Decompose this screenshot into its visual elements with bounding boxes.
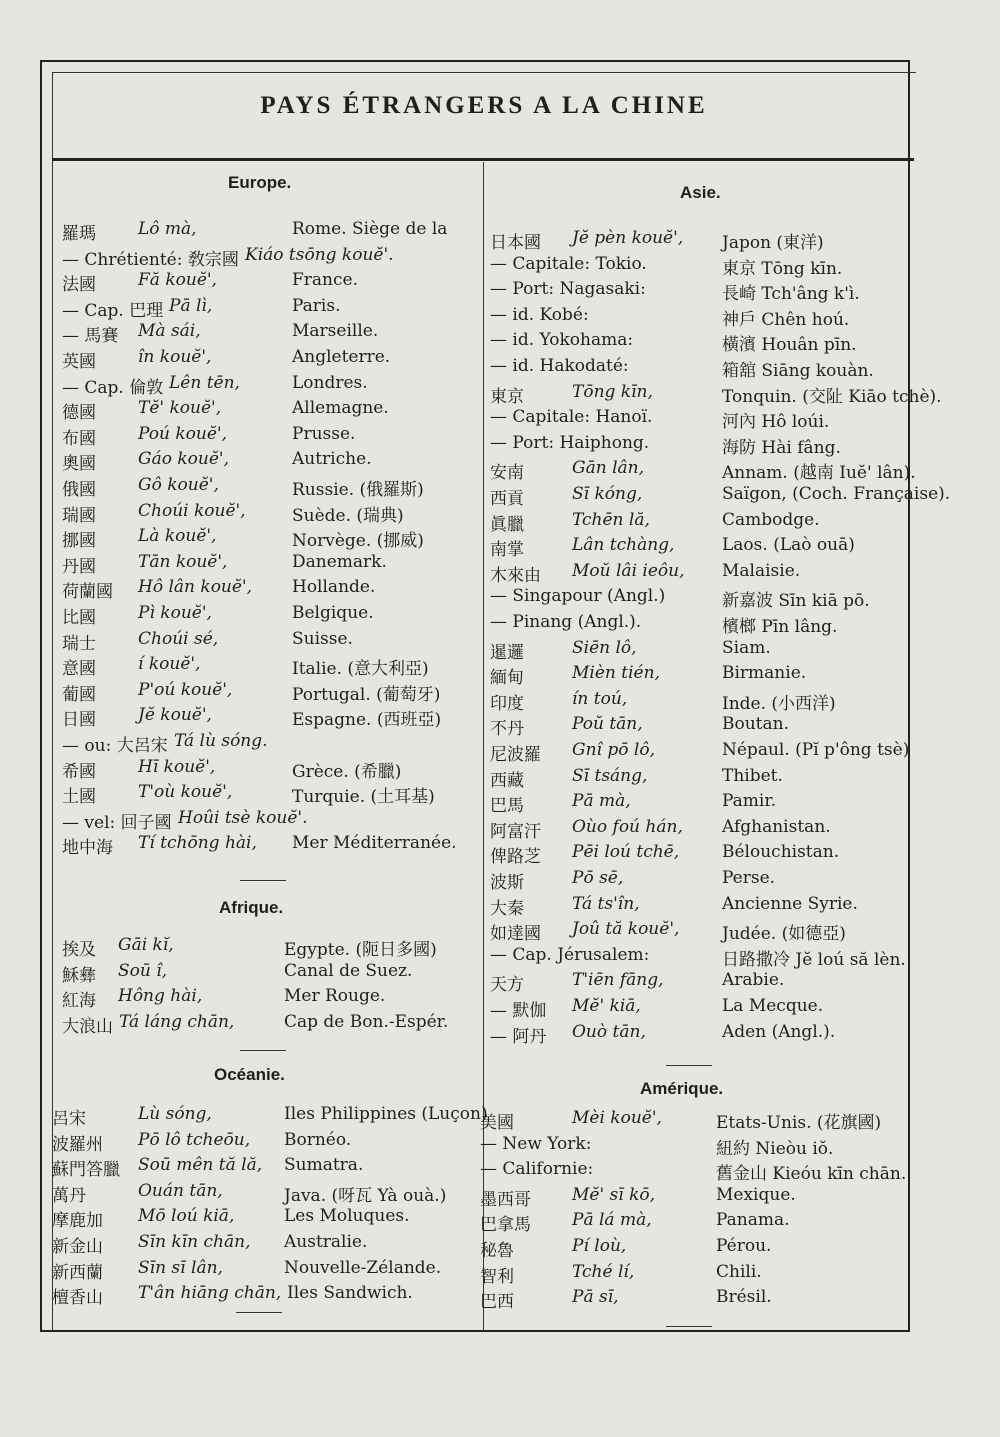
romanization: Mèi kouĕ',: [572, 1108, 662, 1128]
chinese-name: 新西蘭: [52, 1263, 103, 1283]
chinese-name: — 阿丹: [490, 1027, 547, 1047]
chinese-name: 印度: [490, 694, 524, 714]
romanization: Poŭ tān,: [572, 714, 643, 734]
french-name: Java. (呀瓦 Yà ouà.): [284, 1186, 447, 1206]
chinese-name: 不丹: [490, 719, 524, 739]
romanization: Jĕ pèn kouĕ',: [572, 228, 684, 248]
french-name: Annam. (越南 Iuĕ' lân).: [722, 463, 916, 483]
chinese-name: 萬丹: [52, 1186, 86, 1206]
french-name: Cambodge.: [722, 510, 820, 530]
french-name: Londres.: [292, 373, 368, 393]
chinese-name: 安南: [490, 463, 524, 483]
romanization: Lên tēn,: [169, 373, 240, 393]
french-name: 長崎 Tch'âng k'ì.: [722, 284, 860, 304]
french-name: Aden (Angl.).: [722, 1022, 836, 1042]
chinese-name: 比國: [62, 608, 96, 628]
romanization: Tĕ' kouĕ',: [138, 398, 222, 418]
chinese-name: 天方: [490, 975, 524, 995]
title-rule: [52, 158, 914, 161]
romanization: Lô mà,: [138, 219, 197, 239]
chinese-name: 西藏: [490, 771, 524, 791]
chinese-name: 法國: [62, 275, 96, 295]
romanization: Sīn kīn chān,: [138, 1232, 251, 1252]
french-name: Cap de Bon.-Espér.: [284, 1012, 449, 1032]
romanization: Tá láng chān,: [119, 1012, 235, 1032]
french-name: Espagne. (西班亞): [292, 710, 442, 730]
french-name: Mer Rouge.: [284, 986, 386, 1006]
heading-afrique: Afrique.: [219, 898, 284, 917]
chinese-name: — ou: 大呂宋: [62, 736, 168, 756]
french-name: Ancienne Syrie.: [722, 894, 858, 914]
romanization: Mièn tién,: [572, 663, 660, 683]
chinese-name: 大浪山: [62, 1017, 113, 1037]
romanization: Sī kóng,: [572, 484, 643, 504]
chinese-name: 穌彝: [62, 966, 96, 986]
french-name: Suisse.: [292, 629, 353, 649]
chinese-name: 俄國: [62, 480, 96, 500]
romanization: Mĕ' kiā,: [572, 996, 641, 1016]
chinese-name: — Port: Nagasaki:: [490, 279, 646, 299]
chinese-name: 葡國: [62, 685, 96, 705]
chinese-name: 德國: [62, 403, 96, 423]
romanization: Joû tă kouĕ',: [572, 919, 680, 939]
romanization: Choúi kouĕ',: [138, 501, 246, 521]
romanization: T'ân hiāng chān,: [138, 1283, 282, 1303]
romanization: Gnî pō lô,: [572, 740, 655, 760]
romanization: Jĕ kouĕ',: [138, 705, 212, 725]
romanization: Hoûi tsè kouĕ'.: [178, 808, 308, 828]
romanization: Mō loú kiā,: [138, 1206, 235, 1226]
chinese-name: 木來由: [490, 566, 541, 586]
romanization: Pō lô tcheōu,: [138, 1130, 251, 1150]
french-name: Danemark.: [292, 552, 387, 572]
chinese-name: 羅瑪: [62, 224, 96, 244]
french-name: Prusse.: [292, 424, 356, 444]
french-name: Norvège. (挪威): [292, 531, 424, 551]
french-name: Australie.: [284, 1232, 368, 1252]
chinese-name: 巴西: [480, 1292, 514, 1312]
chinese-name: 瑞士: [62, 634, 96, 654]
chinese-name: 挨及: [62, 940, 96, 960]
chinese-name: — Cap. 巴理: [62, 301, 164, 321]
chinese-name: — Capitale: Hanoï.: [490, 407, 653, 427]
chinese-name: 摩鹿加: [52, 1211, 103, 1231]
romanization: Tá ts'în,: [572, 894, 640, 914]
french-name: Brésil.: [716, 1287, 772, 1307]
romanization: Tí tchōng hài,: [138, 833, 257, 853]
romanization: Pēi loú tchē,: [572, 842, 680, 862]
romanization: Soū mên tă lă,: [138, 1155, 263, 1175]
chinese-name: 日國: [62, 710, 96, 730]
chinese-name: — Port: Haiphong.: [490, 433, 650, 453]
chinese-name: 奧國: [62, 454, 96, 474]
romanization: ín toú,: [572, 689, 628, 709]
chinese-name: 檀香山: [52, 1288, 103, 1308]
chinese-name: 地中海: [62, 838, 113, 858]
romanization: Ouán tān,: [138, 1181, 223, 1201]
french-name: Panama.: [716, 1210, 790, 1230]
romanization: Hông hài,: [118, 986, 203, 1006]
french-name: 檳榔 Pīn lâng.: [722, 617, 838, 637]
french-name: Hollande.: [292, 577, 376, 597]
chinese-name: 智利: [480, 1267, 514, 1287]
romanization: T'iēn fāng,: [572, 970, 664, 990]
romanization: Pā mà,: [572, 791, 631, 811]
romanization: Soū î,: [118, 961, 168, 981]
chinese-name: 新金山: [52, 1237, 103, 1257]
chinese-name: — Californie:: [480, 1159, 594, 1179]
chinese-name: 日本國: [490, 233, 541, 253]
french-name: Mexique.: [716, 1185, 796, 1205]
inner-top-rule: [52, 72, 916, 73]
heading-asie: Asie.: [680, 183, 721, 202]
french-name: Bélouchistan.: [722, 842, 840, 862]
french-name: Afghanistan.: [722, 817, 831, 837]
romanization: Lù sóng,: [138, 1104, 212, 1124]
romanization: Siēn lô,: [572, 638, 637, 658]
french-name: Laos. (Laò ouā): [722, 535, 855, 555]
french-name: Etats-Unis. (花旗國): [716, 1113, 882, 1133]
romanization: T'où kouĕ',: [138, 782, 233, 802]
chinese-name: 挪國: [62, 531, 96, 551]
french-name: Canal de Suez.: [284, 961, 413, 981]
french-name: Bornéo.: [284, 1130, 352, 1150]
romanization: Sī tsáng,: [572, 766, 648, 786]
french-name: 新嘉波 Sīn kiā pō.: [722, 591, 870, 611]
chinese-name: 西貢: [490, 489, 524, 509]
chinese-name: 希國: [62, 762, 96, 782]
romanization: Pā lá mà,: [572, 1210, 652, 1230]
french-name: 神戶 Chên hoú.: [722, 310, 850, 330]
french-name: Pamir.: [722, 791, 777, 811]
french-name: Boutan.: [722, 714, 789, 734]
chinese-name: — vel: 回子國: [62, 813, 172, 833]
french-name: Siam.: [722, 638, 771, 658]
heading-oceanie: Océanie.: [214, 1065, 285, 1084]
separator-amerique: [666, 1326, 712, 1327]
separator-oceanie: [236, 1312, 282, 1313]
romanization: Tché lí,: [572, 1262, 635, 1282]
french-name: Egypte. (阨日多國): [284, 940, 437, 960]
romanization: Gô kouĕ',: [138, 475, 219, 495]
chinese-name: 俾路芝: [490, 847, 541, 867]
french-name: 舊金山 Kieóu kīn chān.: [716, 1164, 907, 1184]
chinese-name: 東京: [490, 387, 524, 407]
french-name: Iles Sandwich.: [287, 1283, 413, 1303]
romanization: P'oú kouĕ',: [138, 680, 233, 700]
romanization: Tān kouĕ',: [138, 552, 228, 572]
french-name: Arabie.: [722, 970, 785, 990]
chinese-name: 大秦: [490, 899, 524, 919]
french-name: 紐約 Nieòu iŏ.: [716, 1139, 834, 1159]
chinese-name: 呂宋: [52, 1109, 86, 1129]
chinese-name: — 馬賽: [62, 326, 119, 346]
separator-asie: [666, 1065, 712, 1066]
french-name: Saïgon, (Coch. Française).: [722, 484, 951, 504]
romanization: Tchēn lă,: [572, 510, 650, 530]
chinese-name: 巴馬: [490, 796, 524, 816]
french-name: France.: [292, 270, 358, 290]
french-name: Perse.: [722, 868, 776, 888]
french-name: Birmanie.: [722, 663, 807, 683]
chinese-name: — 默伽: [490, 1001, 547, 1021]
french-name: Russie. (俄羅斯): [292, 480, 424, 500]
romanization: Hô lân kouĕ',: [138, 577, 253, 597]
french-name: 東京 Tōng kīn.: [722, 259, 843, 279]
chinese-name: — New York:: [480, 1134, 592, 1154]
chinese-name: 波斯: [490, 873, 524, 893]
chinese-name: — Chrétienté: 敎宗國: [62, 250, 239, 270]
french-name: Grèce. (希臘): [292, 762, 402, 782]
french-name: Nouvelle-Zélande.: [284, 1258, 442, 1278]
heading-amerique: Amérique.: [640, 1079, 724, 1098]
french-name: Thibet.: [722, 766, 783, 786]
french-name: Inde. (小西洋): [722, 694, 836, 714]
romanization: Pā lì,: [169, 296, 213, 316]
romanization: Moŭ lâi ieôu,: [572, 561, 685, 581]
romanization: Kiáo tsōng kouĕ'.: [245, 245, 394, 265]
romanization: Lân tchàng,: [572, 535, 675, 555]
heading-europe: Europe.: [228, 173, 292, 192]
romanization: Ouò tān,: [572, 1022, 646, 1042]
french-name: 橫濱 Houân pīn.: [722, 335, 857, 355]
chinese-name: 緬甸: [490, 668, 524, 688]
chinese-name: — id. Kobé:: [490, 305, 589, 325]
french-name: Paris.: [292, 296, 341, 316]
romanization: Choúi sé,: [138, 629, 219, 649]
french-name: Suède. (瑞典): [292, 506, 404, 526]
french-name: Belgique.: [292, 603, 374, 623]
romanization: Là kouĕ',: [138, 526, 217, 546]
chinese-name: 秘魯: [480, 1241, 514, 1261]
chinese-name: 尼波羅: [490, 745, 541, 765]
page-title: PAYS ÉTRANGERS A LA CHINE: [260, 92, 708, 119]
romanization: Pì kouĕ',: [138, 603, 212, 623]
romanization: în kouĕ',: [138, 347, 212, 367]
chinese-name: 意國: [62, 659, 96, 679]
french-name: 箱舘 Siāng kouàn.: [722, 361, 874, 381]
chinese-name: 布國: [62, 429, 96, 449]
chinese-name: — id. Hakodaté:: [490, 356, 629, 376]
french-name: Rome. Siège de la: [292, 219, 448, 239]
romanization: Gān lân,: [572, 458, 644, 478]
french-name: Les Moluques.: [284, 1206, 410, 1226]
romanization: Pō sē,: [572, 868, 624, 888]
romanization: Pí loù,: [572, 1236, 627, 1256]
romanization: Mĕ' sī kō,: [572, 1185, 656, 1205]
french-name: Turquie. (土耳基): [292, 787, 435, 807]
french-name: Népaul. (Pĭ p'ông tsè): [722, 740, 910, 760]
french-name: La Mecque.: [722, 996, 824, 1016]
french-name: Marseille.: [292, 321, 379, 341]
chinese-name: 眞臘: [490, 515, 524, 535]
chinese-name: — Pinang (Angl.).: [490, 612, 642, 632]
chinese-name: — Cap. 倫敦: [62, 378, 164, 398]
french-name: Chili.: [716, 1262, 762, 1282]
separator-europe: [240, 880, 286, 881]
french-name: Pérou.: [716, 1236, 772, 1256]
french-name: 海防 Hài fâng.: [722, 438, 841, 458]
chinese-name: 紅海: [62, 991, 96, 1011]
french-name: Mer Méditerranée.: [292, 833, 457, 853]
chinese-name: 南掌: [490, 540, 524, 560]
french-name: Portugal. (葡萄牙): [292, 685, 441, 705]
french-name: 河內 Hô loúi.: [722, 412, 830, 432]
chinese-name: 巴拿馬: [480, 1215, 531, 1235]
french-name: Tonquin. (交阯 Kiāo tchè).: [722, 387, 942, 407]
romanization: Gáo kouĕ',: [138, 449, 229, 469]
romanization: Mà sái,: [138, 321, 201, 341]
french-name: Autriche.: [292, 449, 372, 469]
chinese-name: — Capitale: Tokio.: [490, 254, 647, 274]
romanization: Oùo foú hán,: [572, 817, 683, 837]
romanization: Sīn sī lân,: [138, 1258, 223, 1278]
chinese-name: 波羅州: [52, 1135, 103, 1155]
chinese-name: 土國: [62, 787, 96, 807]
chinese-name: 蘇門答臘: [52, 1160, 120, 1180]
chinese-name: — Singapour (Angl.): [490, 586, 666, 606]
french-name: Judée. (如德亞): [722, 924, 846, 944]
romanization: Tá lù sóng.: [174, 731, 268, 751]
romanization: Tōng kīn,: [572, 382, 653, 402]
chinese-name: 丹國: [62, 557, 96, 577]
separator-afrique: [240, 1050, 286, 1051]
romanization: Fă kouĕ',: [138, 270, 217, 290]
french-name: Malaisie.: [722, 561, 801, 581]
romanization: Poú kouĕ',: [138, 424, 227, 444]
french-name: Angleterre.: [292, 347, 391, 367]
romanization: Gāi kĭ,: [118, 935, 174, 955]
chinese-name: 如達國: [490, 924, 541, 944]
chinese-name: 英國: [62, 352, 96, 372]
chinese-name: 美國: [480, 1113, 514, 1133]
chinese-name: 暹邏: [490, 643, 524, 663]
french-name: Iles Philippines (Luçon): [284, 1104, 488, 1124]
french-name: 日路撒冷 Jĕ loú să lèn.: [722, 950, 906, 970]
chinese-name: 荷蘭國: [62, 582, 113, 602]
chinese-name: 墨西哥: [480, 1190, 531, 1210]
french-name: Sumatra.: [284, 1155, 364, 1175]
romanization: í kouĕ',: [138, 654, 201, 674]
chinese-name: — Cap. Jérusalem:: [490, 945, 650, 965]
french-name: Japon (東洋): [722, 233, 824, 253]
french-name: Allemagne.: [292, 398, 389, 418]
french-name: Italie. (意大利亞): [292, 659, 429, 679]
chinese-name: 阿富汗: [490, 822, 541, 842]
romanization: Pā sī,: [572, 1287, 619, 1307]
column-divider: [483, 162, 484, 1332]
romanization: Hī kouĕ',: [138, 757, 216, 777]
chinese-name: 瑞國: [62, 506, 96, 526]
chinese-name: — id. Yokohama:: [490, 330, 634, 350]
